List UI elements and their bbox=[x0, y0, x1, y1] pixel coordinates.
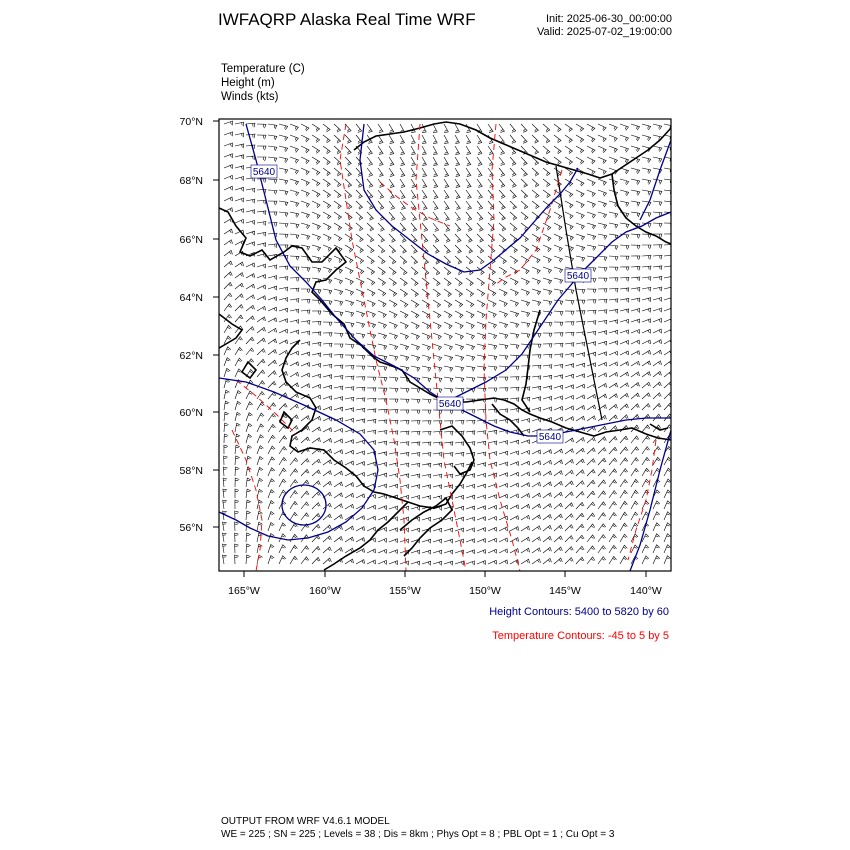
lon-label: 145°W bbox=[549, 585, 581, 597]
model-config-line: WE = 225 ; SN = 225 ; Levels = 38 ; Dis = 8km ; Phys Opt = 8 ; PBL Opt = 1 ; Cu Opt = 3 bbox=[221, 829, 615, 840]
field-winds: Winds (kts) bbox=[221, 91, 279, 103]
lat-label: 64°N bbox=[179, 292, 203, 304]
lat-label: 68°N bbox=[179, 175, 203, 187]
lon-label: 140°W bbox=[630, 585, 662, 597]
field-temperature: Temperature (C) bbox=[221, 63, 305, 75]
model-output-line: OUTPUT FROM WRF V4.6.1 MODEL bbox=[221, 816, 390, 827]
coastline bbox=[219, 122, 671, 570]
plot-title: IWFAQRP Alaska Real Time WRF bbox=[218, 10, 476, 29]
lon-label: 160°W bbox=[309, 585, 341, 597]
contour-label bbox=[437, 397, 463, 410]
svg-text:5640: 5640 bbox=[438, 399, 462, 410]
init-time: Init: 2025-06-30_00:00:00 bbox=[546, 13, 672, 25]
wind-barb-field bbox=[223, 121, 674, 566]
latitude-axis bbox=[180, 116, 219, 534]
svg-text:5640: 5640 bbox=[252, 167, 276, 178]
lat-label: 66°N bbox=[179, 234, 203, 246]
wind-barbs bbox=[223, 121, 674, 566]
lat-label: 58°N bbox=[179, 465, 203, 477]
contour-label bbox=[565, 269, 591, 282]
svg-text:5640: 5640 bbox=[538, 432, 562, 443]
temperature-contour-legend: Temperature Contours: -45 to 5 by 5 bbox=[492, 630, 669, 642]
lat-label: 56°N bbox=[179, 522, 203, 534]
plot-frame bbox=[219, 119, 671, 571]
svg-text:5640: 5640 bbox=[566, 271, 590, 282]
field-height: Height (m) bbox=[221, 77, 275, 89]
contour-label bbox=[251, 165, 277, 178]
lon-label: 150°W bbox=[469, 585, 501, 597]
lon-label: 165°W bbox=[228, 585, 260, 597]
height-contour-legend: Height Contours: 5400 to 5820 by 60 bbox=[489, 606, 669, 618]
lat-label: 70°N bbox=[179, 116, 203, 128]
valid-time: Valid: 2025-07-02_19:00:00 bbox=[537, 26, 672, 38]
contour-label bbox=[537, 430, 563, 443]
longitude-axis bbox=[228, 571, 662, 597]
lat-label: 62°N bbox=[179, 350, 203, 362]
lat-label: 60°N bbox=[179, 407, 203, 419]
lon-label: 155°W bbox=[389, 585, 421, 597]
